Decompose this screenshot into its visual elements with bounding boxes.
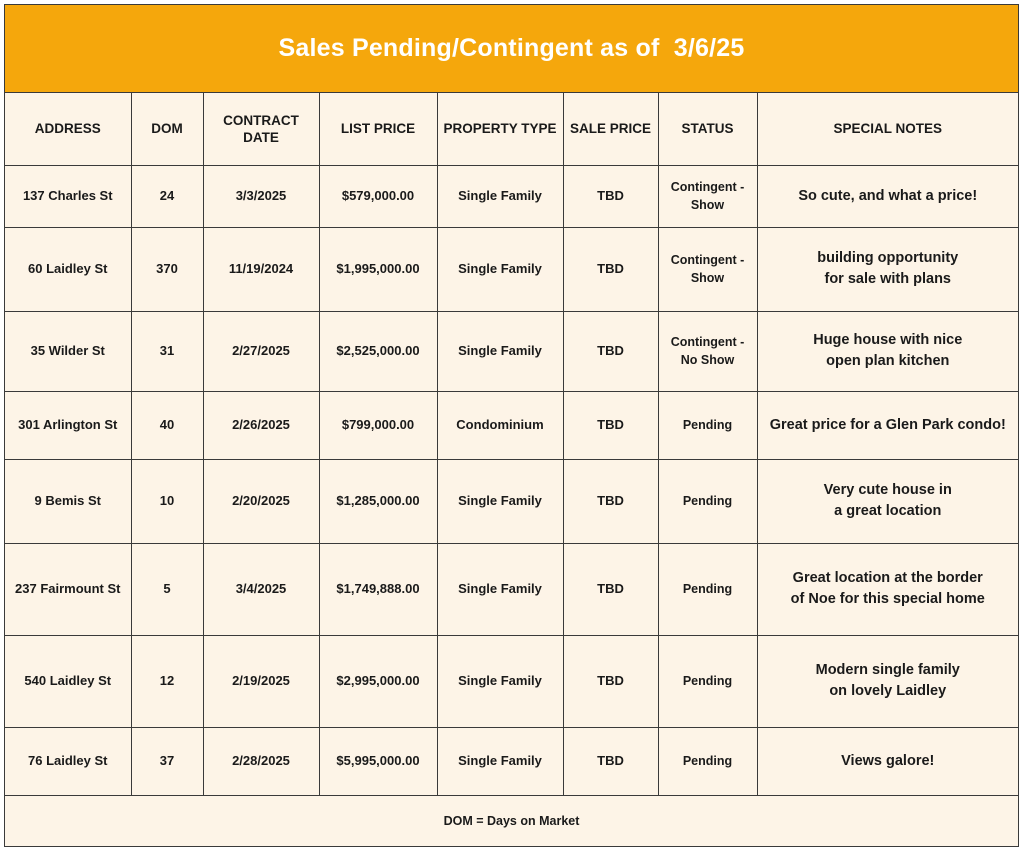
cell-address: 35 Wilder St [5,311,131,391]
table-row [5,727,1018,795]
cell-address: 76 Laidley St [5,727,131,795]
cell-list-price: $1,285,000.00 [319,459,437,543]
cell-address: 540 Laidley St [5,635,131,727]
cell-status [658,311,757,391]
cell-contract-date: 2/20/2025 [203,459,319,543]
table-row [5,391,1018,459]
cell-address: 9 Bemis St [5,459,131,543]
cell-dom: 12 [131,635,203,727]
column-header-property-type: PROPERTY TYPE [437,93,563,165]
cell-contract-date: 2/27/2025 [203,311,319,391]
cell-list-price: $1,995,000.00 [319,227,437,311]
cell-sale-price: TBD [563,227,658,311]
cell-special-notes [757,391,1018,459]
cell-address: 301 Arlington St [5,391,131,459]
notes-line: So cute, and what a price! [798,187,978,204]
sales-table [5,93,1018,847]
cell-property-type: Condominium [437,391,563,459]
status-line: Contingent - [670,335,745,349]
column-header-address: ADDRESS [5,93,131,165]
status-line: Pending [682,418,733,432]
table-row [5,227,1018,311]
cell-status [658,459,757,543]
cell-dom: 40 [131,391,203,459]
cell-contract-date: 2/28/2025 [203,727,319,795]
column-header-dom: DOM [131,93,203,165]
notes-line: Very cute house in [823,482,952,498]
cell-dom: 5 [131,543,203,635]
cell-special-notes [757,635,1018,727]
column-header-sale-price: SALE PRICE [563,93,658,165]
cell-property-type: Single Family [437,543,563,635]
cell-special-notes [757,165,1018,227]
notes-line: Great location at the border [792,570,983,586]
cell-status [658,227,757,311]
notes-line: on lovely Laidley [829,683,947,699]
column-header-status: STATUS [658,93,757,165]
table-row [5,543,1018,635]
cell-property-type: Single Family [437,635,563,727]
cell-contract-date: 3/4/2025 [203,543,319,635]
cell-list-price: $1,749,888.00 [319,543,437,635]
cell-dom: 24 [131,165,203,227]
cell-property-type: Single Family [437,727,563,795]
cell-list-price: $2,525,000.00 [319,311,437,391]
status-line: Contingent - [670,253,745,267]
cell-sale-price: TBD [563,311,658,391]
column-header-special-notes: SPECIAL NOTES [757,93,1018,165]
cell-special-notes [757,227,1018,311]
cell-contract-date: 2/19/2025 [203,635,319,727]
sales-table-sheet [4,4,1019,847]
status-line: Pending [682,494,733,508]
status-line: Contingent - [670,180,745,194]
status-line: Pending [682,674,733,688]
table-footer-row [5,795,1018,847]
status-line: Show [690,198,725,212]
cell-dom: 37 [131,727,203,795]
cell-status [658,391,757,459]
table-row [5,635,1018,727]
column-header-list-price: LIST PRICE [319,93,437,165]
cell-special-notes [757,727,1018,795]
cell-list-price: $2,995,000.00 [319,635,437,727]
cell-address: 60 Laidley St [5,227,131,311]
notes-line: a great location [834,503,942,519]
notes-line: for sale with plans [824,271,951,287]
cell-status [658,727,757,795]
cell-status [658,635,757,727]
cell-special-notes [757,543,1018,635]
cell-address: 137 Charles St [5,165,131,227]
cell-property-type: Single Family [437,227,563,311]
cell-contract-date: 3/3/2025 [203,165,319,227]
cell-address: 237 Fairmount St [5,543,131,635]
notes-line: of Noe for this special home [790,591,985,607]
cell-sale-price: TBD [563,727,658,795]
cell-dom: 370 [131,227,203,311]
notes-line: Views galore! [841,752,935,769]
table-header-row [5,93,1018,165]
footnote: DOM = Days on Market [5,795,1018,847]
cell-contract-date: 11/19/2024 [203,227,319,311]
cell-dom: 10 [131,459,203,543]
status-line: Pending [682,582,733,596]
cell-property-type: Single Family [437,165,563,227]
cell-contract-date: 2/26/2025 [203,391,319,459]
table-row [5,459,1018,543]
notes-line: Modern single family [815,662,960,678]
cell-sale-price: TBD [563,543,658,635]
cell-list-price: $799,000.00 [319,391,437,459]
title-banner [5,5,1018,93]
notes-line: Huge house with nice [813,332,963,348]
page-title: Sales Pending/Contingent as of 3/6/25 [278,34,745,62]
status-line: Show [690,271,725,285]
cell-special-notes [757,311,1018,391]
cell-property-type: Single Family [437,311,563,391]
notes-line: building opportunity [817,250,959,266]
cell-special-notes [757,459,1018,543]
cell-list-price: $5,995,000.00 [319,727,437,795]
cell-sale-price: TBD [563,459,658,543]
cell-sale-price: TBD [563,391,658,459]
cell-property-type: Single Family [437,459,563,543]
cell-list-price: $579,000.00 [319,165,437,227]
notes-line: Great price for a Glen Park condo! [769,416,1006,433]
cell-status [658,543,757,635]
cell-sale-price: TBD [563,635,658,727]
notes-line: open plan kitchen [826,353,950,369]
status-line: Pending [682,754,733,768]
table-row [5,165,1018,227]
cell-sale-price: TBD [563,165,658,227]
status-line: No Show [680,353,735,367]
cell-dom: 31 [131,311,203,391]
column-header-contract-date: CONTRACT DATE [203,93,319,165]
cell-status [658,165,757,227]
table-row [5,311,1018,391]
